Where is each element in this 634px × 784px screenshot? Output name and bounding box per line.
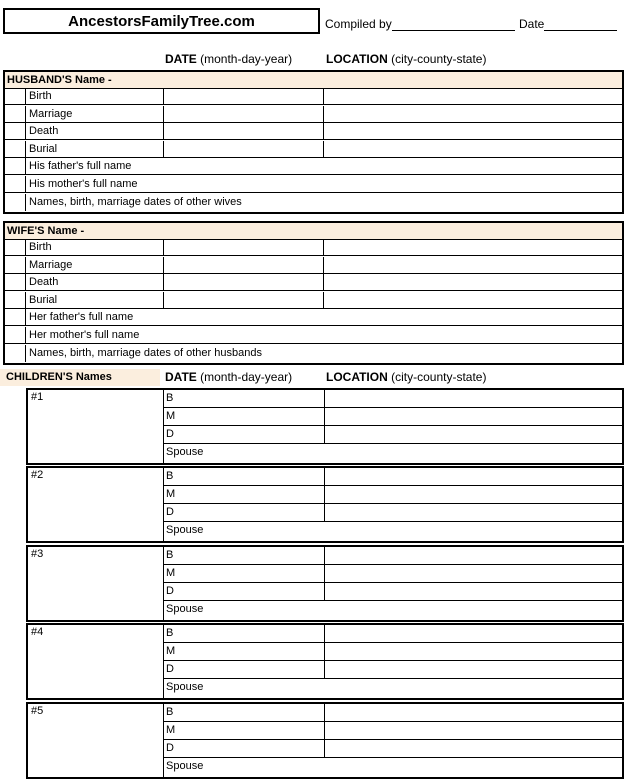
child-event-label: D bbox=[166, 585, 174, 597]
child-event-row[interactable] bbox=[164, 758, 622, 776]
child-event-label: Spouse bbox=[166, 760, 204, 772]
child-event-label: Spouse bbox=[166, 681, 204, 693]
wife-detail-row[interactable] bbox=[5, 327, 622, 344]
row-gutter bbox=[5, 176, 26, 192]
column-divider bbox=[324, 704, 325, 721]
husband-name-field[interactable]: HUSBAND'S Name - bbox=[5, 72, 622, 89]
child-event-label: D bbox=[166, 742, 174, 754]
column-divider bbox=[324, 468, 325, 485]
child-event-row[interactable] bbox=[164, 468, 622, 486]
event-label: Death bbox=[29, 125, 59, 138]
column-divider bbox=[324, 426, 325, 443]
wife-detail-row[interactable] bbox=[5, 309, 622, 326]
child-event-label: M bbox=[166, 410, 176, 422]
column-divider bbox=[323, 274, 324, 290]
column-divider bbox=[324, 547, 325, 564]
child-entry bbox=[26, 623, 624, 700]
children-title: CHILDREN'S Names bbox=[6, 371, 112, 383]
child-entry bbox=[26, 388, 624, 465]
child-event-row[interactable] bbox=[164, 426, 622, 444]
children-date-rest: (month-day-year) bbox=[196, 370, 293, 384]
child-event-label: B bbox=[166, 549, 174, 561]
column-divider bbox=[163, 257, 164, 273]
detail-label: His father's full name bbox=[29, 160, 132, 173]
child-event-row[interactable] bbox=[164, 679, 622, 697]
child-entry bbox=[26, 466, 624, 543]
child-event-row[interactable] bbox=[164, 504, 622, 522]
children-date-header bbox=[165, 370, 292, 384]
child-event-row[interactable] bbox=[164, 643, 622, 661]
child-event-row[interactable] bbox=[164, 704, 622, 722]
row-gutter bbox=[5, 309, 26, 325]
column-divider bbox=[324, 408, 325, 425]
child-event-label: M bbox=[166, 567, 176, 579]
child-event-label: M bbox=[166, 488, 176, 500]
child-number[interactable]: #2 bbox=[31, 469, 44, 481]
row-gutter bbox=[5, 292, 26, 308]
column-divider bbox=[324, 390, 325, 407]
row-gutter bbox=[5, 106, 26, 122]
child-number[interactable]: #3 bbox=[31, 548, 44, 560]
column-divider bbox=[163, 106, 164, 122]
row-gutter bbox=[5, 274, 26, 290]
husband-event-row[interactable] bbox=[5, 88, 622, 105]
compiled-by-label: Compiled by bbox=[325, 17, 392, 31]
detail-label: Her father's full name bbox=[29, 311, 134, 324]
child-event-label: Spouse bbox=[166, 524, 204, 536]
event-label: Death bbox=[29, 276, 59, 289]
event-label: Marriage bbox=[29, 258, 73, 271]
wife-name-field[interactable]: WIFE'S Name - bbox=[5, 223, 622, 240]
column-divider bbox=[323, 141, 324, 157]
detail-label: Names, birth, marriage dates of other husbands bbox=[29, 346, 262, 359]
compiled-by-field[interactable] bbox=[392, 18, 515, 31]
row-gutter bbox=[5, 123, 26, 139]
column-divider bbox=[324, 643, 325, 660]
column-divider bbox=[163, 274, 164, 290]
wife-event-row[interactable] bbox=[5, 257, 622, 274]
column-divider bbox=[324, 625, 325, 642]
child-event-row[interactable] bbox=[164, 625, 622, 643]
child-event-row[interactable] bbox=[164, 547, 622, 565]
child-event-label: D bbox=[166, 506, 174, 518]
child-event-label: B bbox=[166, 627, 174, 639]
location-column-header bbox=[326, 52, 486, 66]
child-event-row[interactable] bbox=[164, 486, 622, 504]
child-number[interactable]: #1 bbox=[31, 391, 44, 403]
detail-label: Names, birth, marriage dates of other wives bbox=[29, 195, 242, 208]
wife-event-row[interactable] bbox=[5, 274, 622, 291]
brand-title: AncestorsFamilyTree.com bbox=[3, 8, 320, 34]
row-gutter bbox=[5, 88, 26, 104]
child-event-row[interactable] bbox=[164, 565, 622, 583]
column-divider bbox=[163, 239, 164, 255]
compiled-by bbox=[325, 17, 515, 31]
column-divider bbox=[324, 486, 325, 503]
column-divider bbox=[323, 88, 324, 104]
detail-label: Her mother's full name bbox=[29, 329, 140, 341]
row-gutter bbox=[5, 158, 26, 174]
children-location-bold: LOCATION bbox=[326, 370, 388, 384]
child-event-row[interactable] bbox=[164, 583, 622, 601]
column-divider bbox=[323, 106, 324, 122]
row-gutter bbox=[5, 345, 26, 362]
child-event-row[interactable] bbox=[164, 444, 622, 462]
event-label: Burial bbox=[29, 293, 58, 306]
child-event-row[interactable] bbox=[164, 601, 622, 619]
wife-detail-row[interactable] bbox=[5, 345, 622, 362]
column-divider bbox=[324, 583, 325, 600]
column-divider bbox=[323, 292, 324, 308]
column-divider bbox=[324, 722, 325, 739]
date-header bbox=[519, 17, 617, 31]
husband-section bbox=[3, 70, 624, 214]
child-event-row[interactable] bbox=[164, 740, 622, 758]
husband-detail-row[interactable] bbox=[5, 194, 622, 211]
column-divider bbox=[323, 239, 324, 255]
child-event-label: B bbox=[166, 470, 174, 482]
child-event-label: M bbox=[166, 724, 176, 736]
column-divider bbox=[324, 661, 325, 678]
child-entry bbox=[26, 545, 624, 622]
date-column-bold: DATE bbox=[165, 52, 197, 66]
child-event-label: B bbox=[166, 706, 174, 718]
column-divider bbox=[163, 123, 164, 139]
child-event-label: D bbox=[166, 663, 174, 675]
column-divider bbox=[324, 504, 325, 521]
date-column-header bbox=[165, 52, 292, 66]
children-location-header bbox=[326, 370, 486, 384]
location-column-rest: (city-county-state) bbox=[387, 52, 487, 66]
wife-section bbox=[3, 221, 624, 365]
husband-event-row[interactable] bbox=[5, 106, 622, 123]
husband-event-row[interactable] bbox=[5, 123, 622, 140]
child-event-row[interactable] bbox=[164, 408, 622, 426]
child-event-row[interactable] bbox=[164, 390, 622, 408]
children-location-rest: (city-county-state) bbox=[387, 370, 487, 384]
child-entry bbox=[26, 702, 624, 779]
wife-event-row[interactable] bbox=[5, 292, 622, 309]
column-divider bbox=[324, 565, 325, 582]
wife-event-row[interactable] bbox=[5, 239, 622, 256]
date-column-rest: (month-day-year) bbox=[196, 52, 293, 66]
location-column-bold: LOCATION bbox=[326, 52, 388, 66]
column-divider bbox=[163, 88, 164, 104]
husband-detail-row[interactable] bbox=[5, 158, 622, 175]
child-number[interactable]: #4 bbox=[31, 626, 44, 638]
row-gutter bbox=[5, 239, 26, 255]
detail-label: His mother's full name bbox=[29, 178, 138, 190]
event-label: Marriage bbox=[29, 107, 73, 120]
date-label: Date bbox=[519, 17, 545, 31]
child-event-row[interactable] bbox=[164, 522, 622, 540]
column-divider bbox=[323, 123, 324, 139]
child-number[interactable]: #5 bbox=[31, 705, 44, 717]
children-date-bold: DATE bbox=[165, 370, 197, 384]
child-event-label: Spouse bbox=[166, 603, 204, 615]
column-divider bbox=[163, 141, 164, 157]
column-divider bbox=[163, 292, 164, 308]
row-gutter bbox=[5, 257, 26, 273]
row-gutter bbox=[5, 141, 26, 157]
child-event-label: M bbox=[166, 645, 176, 657]
column-divider bbox=[323, 257, 324, 273]
child-event-label: D bbox=[166, 428, 174, 440]
event-label: Birth bbox=[29, 90, 52, 102]
husband-event-row[interactable] bbox=[5, 141, 622, 158]
child-event-label: Spouse bbox=[166, 446, 204, 458]
row-gutter bbox=[5, 194, 26, 211]
child-event-row[interactable] bbox=[164, 722, 622, 740]
event-label: Birth bbox=[29, 241, 52, 253]
column-divider bbox=[324, 740, 325, 757]
date-field[interactable] bbox=[544, 18, 617, 31]
row-gutter bbox=[5, 327, 26, 343]
event-label: Burial bbox=[29, 142, 58, 155]
child-event-row[interactable] bbox=[164, 661, 622, 679]
husband-detail-row[interactable] bbox=[5, 176, 622, 193]
child-event-label: B bbox=[166, 392, 174, 404]
